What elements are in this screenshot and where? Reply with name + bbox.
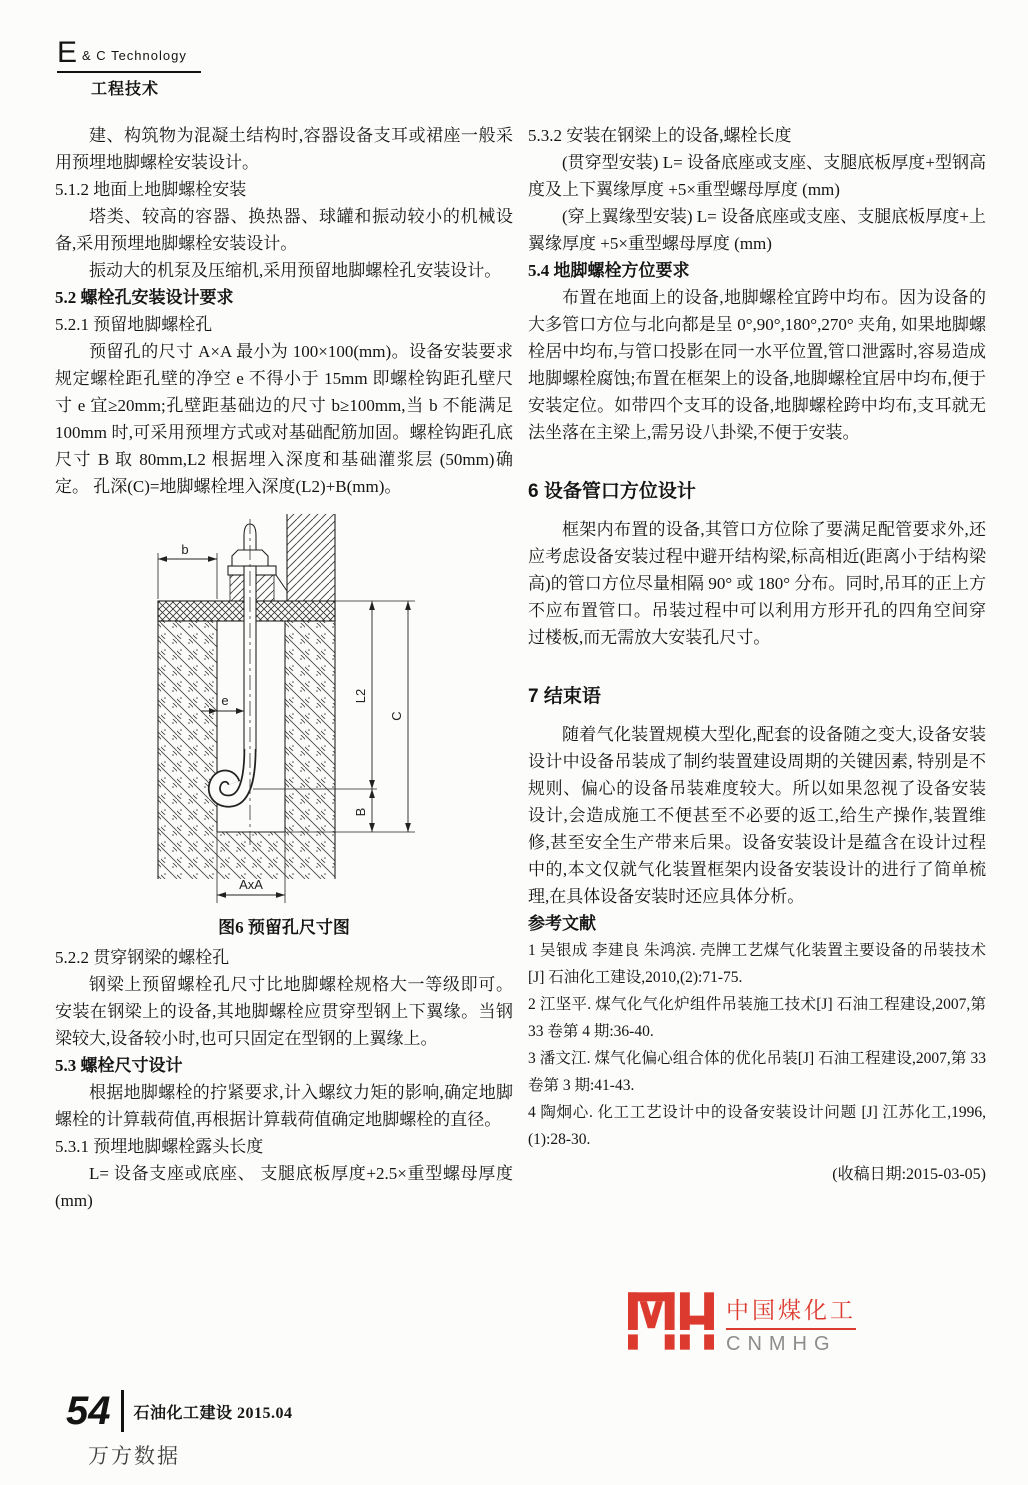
section-heading: 7 结束语 [528,686,601,707]
bold-heading: 参考文献 [528,914,596,933]
bold-heading: 5.4 地脚螺栓方位要求 [528,261,690,280]
reference-item: 2 江坚平. 煤气化气化炉组件吊装施工技术[J] 石油工程建设,2007,第33 卷第 4 期:36-40. [528,996,986,1040]
dim-label-e: e [221,693,229,708]
page-number: 54 [66,1389,111,1433]
subsection-heading: 5.2.1 预留地脚螺栓孔 [55,315,213,334]
journal-header [57,36,201,99]
journal-issue-label: 石油化工建设 2015.04 [133,1404,293,1422]
dim-label-c: C [389,711,404,721]
brand-name-cn: 中国煤化工 [726,1292,856,1330]
left-column-bottom [55,944,513,1214]
anchor-bolt-drawing [145,510,475,912]
reference-item: 1 吴银成 李建良 朱鸿滨. 壳牌工艺煤气化装置主要设备的吊装技术[J] 石油化工建设,2010,(2):71-75. [528,942,986,986]
dim-label-b: b [181,542,189,557]
wanfang-watermark: 万方数据 [88,1445,180,1468]
formula-line: L= 设备支座或底座、 支腿底板厚度+2.5×重型螺母厚度 (mm) [55,1164,513,1210]
dim-label-l2: L2 [353,688,368,704]
left-column-top [55,122,513,500]
subsection-heading: 5.3.1 预埋地脚螺栓露头长度 [55,1137,264,1156]
journal-logo-initial: E [57,36,79,69]
figure-6-diagram [145,510,475,912]
cnmhg-logo-icon [628,1292,714,1350]
bold-heading: 5.2 螺栓孔安装设计要求 [55,288,234,307]
reference-item: 3 潘文江. 煤气化偏心组合体的优化吊装[J] 石油工程建设,2007,第 33卷第 3 期:41-43. [528,1050,986,1094]
cnmhg-brand [628,1292,856,1356]
formula-line: (穿上翼缘型安装) L= 设备底座或支座、支腿底板厚度+上翼缘厚度 +5×重型螺母厚度 (mm) [528,207,986,253]
text-paragraph: 预留孔的尺寸 A×A 最小为 100×100(mm)。设备安装要求规定螺栓距孔壁的净空 e 不得小于 15mm 即螺栓钩距孔壁尺寸 e 宜≥20mm;孔壁距基础边的尺寸 b≥100mm,当 b 不能满足 100mm 时,可采用预埋方式或对基础配筋加固。螺栓钩距孔底尺寸 B 取 80mm,L2 根据埋入深度和基础灌浆层 (50mm)确定。 孔深(C)=地脚螺栓埋入深度(L2)+B(mm)。 [55,342,513,496]
text-paragraph: 布置在地面上的设备,地脚螺栓宜跨中均布。因为设备的大多管口方位与北向都是呈 0°,90°,180°,270° 夹角, 如果地脚螺栓居中均布,与管口投影在同一水平位置,管口泄露时,容易造成地脚螺栓腐蚀;布置在框架上的设备,地脚螺栓宜居中均布,便于安装定位。如带四个支耳的设备,地脚螺栓跨中均布,支耳就无法坐落在主梁上,需另设八卦梁,不便于安装。 [528,288,986,442]
text-paragraph: 根据地脚螺栓的拧紧要求,计入螺纹力矩的影响,确定地脚螺栓的计算载荷值,再根据计算载荷值确定地脚螺栓的直径。 [55,1083,513,1129]
page-footer [66,1390,293,1470]
received-date-line: (收稿日期:2015-03-05) [832,1166,986,1183]
text-paragraph: 钢梁上预留螺栓孔尺寸比地脚螺栓规格大一等级即可。安装在钢梁上的设备,其地脚螺栓应贯穿型钢上下翼缘。当钢梁较大,设备较小时,也可只固定在型钢的上翼缘上。 [55,975,513,1048]
figure-caption: 图6 预留孔尺寸图 [218,918,350,937]
cnmhg-brand-text [726,1292,856,1356]
dim-label-B: B [353,807,368,817]
text-paragraph: 建、构筑物为混凝土结构时,容器设备支耳或裙座一般采用预埋地脚螺栓安装设计。 [55,126,513,172]
right-column [528,122,986,1188]
subsection-heading: 5.3.2 安装在钢梁上的设备,螺栓长度 [528,126,792,145]
dim-label-axa: AxA [239,877,263,892]
footer-divider [121,1390,124,1432]
text-paragraph: 振动大的机泵及压缩机,采用预留地脚螺栓孔安装设计。 [89,261,502,280]
column-department-label: 工程技术 [91,81,160,98]
text-paragraph: 框架内布置的设备,其管口方位除了要满足配管要求外,还应考虑设备安装过程中避开结构梁,标高相近(距离小于结构梁高)的管口方位尽量相隔 90° 或 180° 分布。同时,吊耳的正上方不应布置管口。吊装过程中可以利用方形开孔的四角空间穿过楼板,而无需放大安装孔尺寸。 [528,520,986,647]
journal-logo [57,36,201,73]
equipment-base-section [287,514,335,601]
text-paragraph: 塔类、较高的容器、换热器、球罐和振动较小的机械设备,采用预埋地脚螺栓安装设计。 [55,207,513,253]
formula-line: (贯穿型安装) L= 设备底座或支座、支腿底板厚度+型钢高度及上下翼缘厚度 +5×重型螺母厚度 (mm) [528,153,986,199]
subsection-heading: 5.1.2 地面上地脚螺栓安装 [55,180,247,199]
brand-name-en: CNMHG [726,1333,837,1355]
reference-item: 4 陶炯心. 化工工艺设计中的设备安装设计问题 [J] 江苏化工,1996,(1):28-30. [528,1104,986,1148]
journal-logo-text: & C Technology [82,48,187,63]
text-paragraph: 随着气化装置规模大型化,配套的设备随之变大,设备安装设计中设备吊装成了制约装置建设周期的关键因素, 特别是不规则、偏心的设备吊装难度较大。所以如果忽视了设备安装设计,会造成施工不便甚至不必要的返工,给生产操作,装置维修,甚至安全生产带来后果。设备安装设计是蕴含在设计过程中的,本文仅就气化装置框架内设备安装设计的进行了简单梳理,在具体设备安装时还应具体分析。 [528,725,986,906]
bold-heading: 5.3 螺栓尺寸设计 [55,1056,183,1075]
section-heading: 6 设备管口方位设计 [528,481,696,502]
subsection-heading: 5.2.2 贯穿钢梁的螺栓孔 [55,948,230,967]
